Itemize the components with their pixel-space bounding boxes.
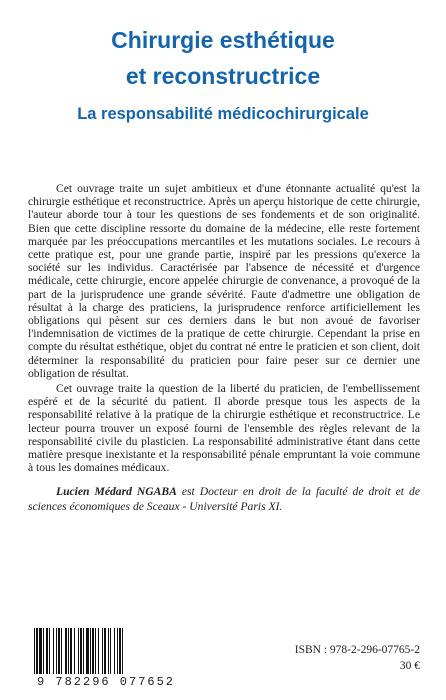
barcode-number: 9 782296 077652 [36,675,176,689]
barcode-bar [92,628,94,674]
barcode [30,628,182,674]
barcode-bar [61,628,62,674]
barcode-bar [53,628,54,674]
author-credentials: est Docteur en droit de la faculté de droit et de sciences économiques de Sceaux - Université Paris XI. [28,485,420,513]
isbn: ISBN : 978-2-296-07765-2 [294,644,420,656]
barcode-bar [58,628,60,674]
author-name: Lucien Médard NGABA [56,485,177,498]
blurb-paragraph-1: Cet ouvrage traite un sujet ambitieux et d'une étonnante actualité qu'est la chirurgie esthétique et reconstructrice. Après un aperçu historique de cette chirurgie, l'auteur aborde tour à tour les questions de ses fondements et de son originalité. Bien que cette discipline ressorte du domaine de la médecine, elle reste fortement marquée par les préoccupations mercantiles et les mutations sociales. Le recours à cette pratique est, pour une grande partie, inspiré par les pressions qu'exerce la société sur les individus. Caractérisée par l'absence de nécessité et d'urgence médicale, cette chirurgie, encore appelée chirurgie de convenance, a provoqué de la part de la jurisprudence une grande sévérité. Faute d'admettre une obligation de résultat à la charge des praticiens, la jurisprudence renforce artificiellement les obligations qui pèsent sur ces derniers dans le but non avoué de favoriser l'indemnisation de victimes de la pratique de cette chirurgie. Cependant la prise en compte du résultat esthétique, objet du contrat né entre le praticien et son client, doit déterminer la responsabilité du praticien pour faire peser sur ce dernier une obligation de résultat. [28,182,420,380]
price: 30 € [399,660,420,672]
book-subtitle: La responsabilité médicochirurgicale [77,105,369,123]
barcode-graphic [30,628,182,674]
barcode-bar [80,628,82,674]
barcode-bar [56,628,57,674]
barcode-bar [114,628,115,674]
barcode-bar [36,628,38,674]
barcode-bar [65,628,67,674]
barcode-bar [98,628,99,674]
barcode-bar [39,628,42,674]
barcode-bar [102,628,103,674]
book-title-line-1: Chirurgie esthétique [111,27,335,53]
barcode-bar [122,628,123,674]
barcode-bar [86,628,89,674]
barcode-bar [90,628,91,674]
barcode-bar [43,628,44,674]
barcode-bar [95,628,96,674]
barcode-bar [70,628,72,674]
barcode-bar [49,628,50,674]
barcode-bar [74,628,75,674]
barcode-bar [117,628,118,674]
barcode-bar [110,628,111,674]
author-bio [28,484,420,514]
back-cover-blurb [28,182,420,474]
book-title-line-2: et reconstructrice [125,63,321,89]
barcode-bar [83,628,84,674]
barcode-bar [68,628,69,674]
barcode-bar [108,628,109,674]
barcode-bar [104,628,106,674]
barcode-bar [119,628,121,674]
barcode-bar [34,628,35,674]
barcode-bar [78,628,79,674]
blurb-paragraph-2: Cet ouvrage traite la question de la liberté du praticien, de l'embellissement espéré et de la sécurité du patient. Il aborde presque tous les aspects de la responsabilité relative à la pratique de la chirurgie esthétique et reconstructrice. Le lecteur pourra trouver un exposé fourni de l'ensemble des règles relevant de la responsabilité civile du plasticien. La responsabilité administrative étant dans cette matière presque inexistante et la responsabilité pénale empruntant la voie commune à tous les domaines médicaux. [28,382,420,475]
barcode-bar [46,628,48,674]
